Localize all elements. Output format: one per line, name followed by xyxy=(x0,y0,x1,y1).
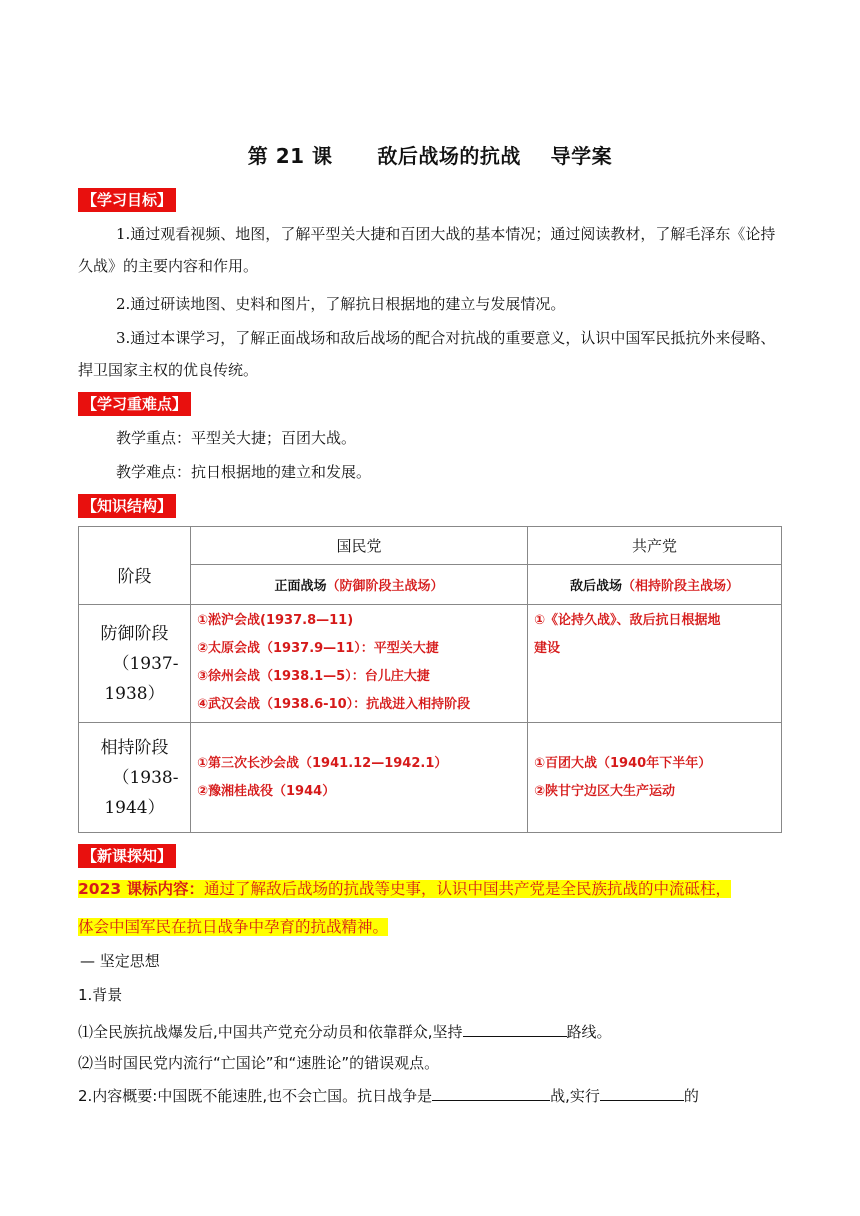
cpc-header: 共产党 xyxy=(528,527,782,565)
curriculum-standard-line-2: 体会中国军民在抗日战争中孕育的抗战精神。 xyxy=(78,918,389,936)
key-difficulty: 教学难点：抗日根据地的建立和发展。 xyxy=(116,463,372,481)
kmt-items: ①淞沪会战(1937.8—11) ②太原会战（1937.9—11）：平型关大捷 ③徐州会战（1938.1—5）：台儿庄大捷 ④武汉会战（1938.6-10）：抗战进入相持阶段 xyxy=(191,605,528,723)
background-item-1: ⑴全民族抗战爆发后,中国共产党充分动员和依靠群众,坚持 路线。 xyxy=(78,1020,798,1043)
table-row xyxy=(79,723,782,833)
stage-header: 阶段 xyxy=(79,527,191,605)
background-heading: 1.背景 xyxy=(78,986,123,1004)
table-row xyxy=(79,605,782,723)
content-summary: 2.内容概要:中国既不能速胜,也不会亡国。抗日战争是 战,实行 的 xyxy=(78,1084,798,1107)
cpc-subheader: 敌后战场（相持阶段主战场） xyxy=(528,565,782,605)
curriculum-standard-line-1: 2023 课标内容：通过了解敌后战场的抗战等史事，认识中国共产党是全民族抗战的中流砥柱， xyxy=(78,880,732,898)
page-title: 第 21 课 敌后战场的抗战 导学案 xyxy=(247,144,613,168)
goal-2: 2.通过研读地图、史料和图片，了解抗日根据地的建立与发展情况。 xyxy=(116,295,566,313)
kmt-header: 国民党 xyxy=(191,527,528,565)
key-focus: 教学重点：平型关大捷；百团大战。 xyxy=(116,429,357,447)
stage-cell: 相持阶段 （1938- 1944） xyxy=(79,723,191,833)
kmt-items: ①第三次长沙会战（1941.12—1942.1） ②豫湘桂战役（1944） xyxy=(191,723,528,833)
structure-tag: 【知识结构】 xyxy=(78,494,176,518)
knowledge-table xyxy=(78,526,782,833)
cpc-items: ①《论持久战》、敌后抗日根据地 建设 xyxy=(528,605,782,723)
fill-blank[interactable] xyxy=(432,1084,550,1101)
goal-1: 1.通过观看视频、地图，了解平型关大捷和百团大战的基本情况；通过阅读教材，了解毛泽东《论持久战》的主要内容和作用。 xyxy=(78,225,776,275)
keypoints-tag: 【学习重难点】 xyxy=(78,392,191,416)
kmt-subheader: 正面战场（防御阶段主战场） xyxy=(191,565,528,605)
fill-blank[interactable] xyxy=(463,1020,567,1037)
goals-tag: 【学习目标】 xyxy=(78,188,176,212)
fill-blank[interactable] xyxy=(600,1084,684,1101)
curriculum-standard-label: 2023 课标内容： xyxy=(78,880,205,898)
newlesson-tag: 【新课探知】 xyxy=(78,844,176,868)
background-item-2: ⑵当时国民党内流行“亡国论”和“速胜论”的错误观点。 xyxy=(78,1054,440,1072)
goal-3: 3.通过本课学习，了解正面战场和敌后战场的配合对抗战的重要意义，认识中国军民抵抗外来侵略、捍卫国家主权的优良传统。 xyxy=(78,329,776,379)
stage-cell: 防御阶段 （1937- 1938） xyxy=(79,605,191,723)
section-heading: — 坚定思想 xyxy=(80,952,160,970)
cpc-items: ①百团大战（1940年下半年） ②陕甘宁边区大生产运动 xyxy=(528,723,782,833)
